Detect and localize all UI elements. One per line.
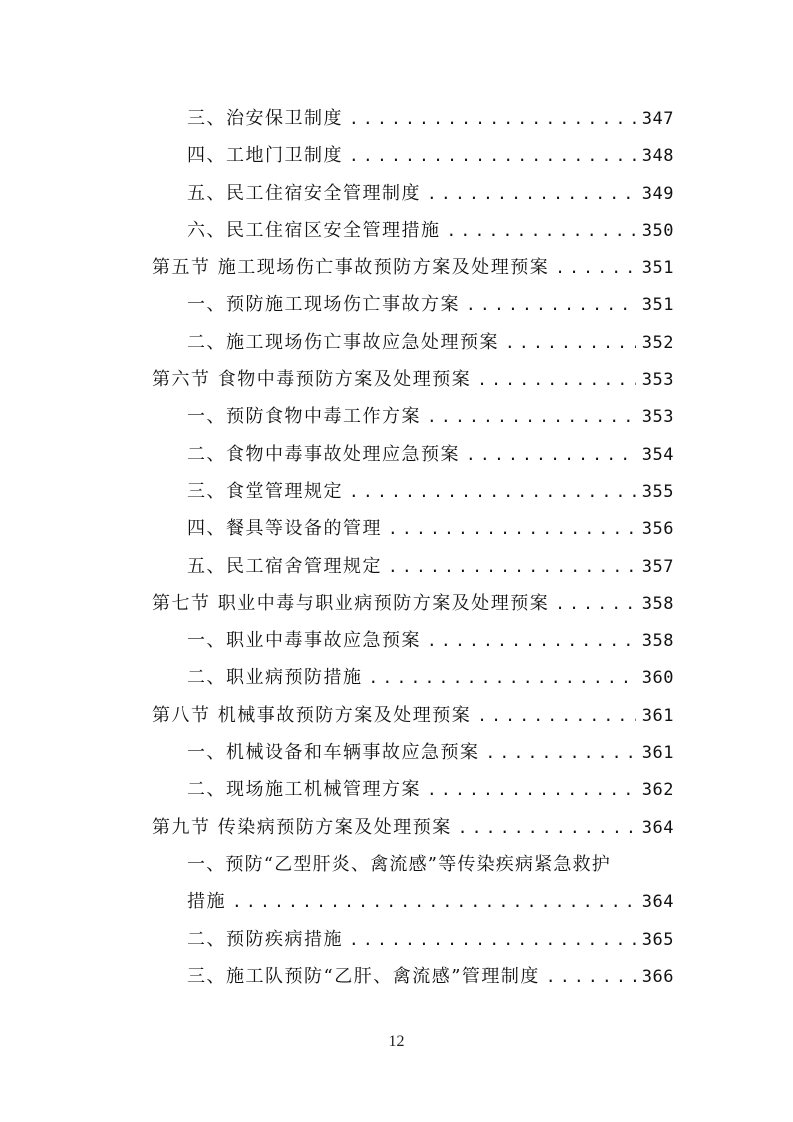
toc-entry-page: 361 xyxy=(641,743,674,764)
toc-dot-leader xyxy=(477,697,636,734)
toc-entry[interactable] xyxy=(152,510,674,547)
toc-entry-title: 三、施工队预防“乙肝、禽流感”管理制度 xyxy=(187,965,540,987)
toc-dot-leader xyxy=(458,809,636,846)
toc-entry-page: 353 xyxy=(641,407,674,428)
toc-dot-leader xyxy=(388,510,636,547)
toc-entry-page: 352 xyxy=(641,332,674,353)
toc-entry-title: 四、工地门卫制度 xyxy=(187,145,343,167)
toc-entry-title: 三、食堂管理规定 xyxy=(187,480,343,502)
toc-dot-leader xyxy=(477,361,636,398)
toc-entry[interactable] xyxy=(152,137,674,174)
toc-entry-page: 355 xyxy=(641,481,674,502)
toc-dot-leader xyxy=(427,771,636,808)
toc-entry-page: 365 xyxy=(641,929,674,950)
toc-entry-title: 二、施工现场伤亡事故应急处理预案 xyxy=(187,331,499,353)
toc-dot-leader xyxy=(466,286,636,323)
toc-dot-leader xyxy=(349,137,636,174)
page-number: 12 xyxy=(388,1033,405,1050)
toc-entry-title: 六、民工住宿区安全管理措施 xyxy=(187,219,441,241)
toc-dot-leader xyxy=(555,585,636,622)
toc-entry-page: 366 xyxy=(641,966,674,987)
toc-dot-leader xyxy=(546,958,636,995)
toc-entry-page: 360 xyxy=(641,668,674,689)
toc-entry-title: 二、职业病预防措施 xyxy=(187,667,363,689)
toc-entry-title: 五、民工宿舍管理规定 xyxy=(187,555,382,577)
toc-dot-leader xyxy=(349,100,636,137)
toc-entry[interactable] xyxy=(152,100,674,137)
table-of-contents xyxy=(152,100,674,995)
toc-entry-page: 349 xyxy=(641,183,674,204)
toc-dot-leader xyxy=(369,659,636,696)
toc-entry-title: 一、机械设备和车辆事故应急预案 xyxy=(187,742,480,764)
toc-entry-title: 二、食物中毒事故处理应急预案 xyxy=(187,443,460,465)
toc-entry[interactable] xyxy=(152,324,674,361)
toc-entry-title: 一、预防食物中毒工作方案 xyxy=(187,406,421,428)
toc-entry[interactable] xyxy=(152,473,674,510)
toc-entry[interactable] xyxy=(152,622,674,659)
toc-entry[interactable] xyxy=(152,734,674,771)
toc-entry-page: 356 xyxy=(641,519,674,540)
toc-entry-page: 362 xyxy=(641,780,674,801)
toc-dot-leader xyxy=(349,473,636,510)
toc-entry-title: 五、民工住宿安全管理制度 xyxy=(187,182,421,204)
toc-section-entry[interactable] xyxy=(152,697,674,734)
toc-entry[interactable] xyxy=(152,212,674,249)
toc-entry[interactable] xyxy=(152,771,674,808)
toc-entry-page: 347 xyxy=(641,109,674,129)
toc-entry[interactable] xyxy=(152,286,674,323)
toc-section-entry[interactable] xyxy=(152,361,674,398)
toc-entry-title: 四、餐具等设备的管理 xyxy=(187,518,382,540)
toc-entry[interactable] xyxy=(152,921,674,958)
toc-entry-line xyxy=(187,846,674,883)
toc-entry-page: 351 xyxy=(641,295,674,316)
toc-entry-title: 一、预防“乙型肝炎、禽流感”等传染疾病紧急救护 xyxy=(187,853,612,875)
toc-entry-page: 353 xyxy=(641,370,674,391)
toc-entry-page: 348 xyxy=(641,146,674,167)
toc-entry-page: 351 xyxy=(641,258,674,279)
toc-entry-title: 二、现场施工机械管理方案 xyxy=(187,779,421,801)
toc-dot-leader xyxy=(349,921,636,958)
toc-entry-title: 三、治安保卫制度 xyxy=(187,108,343,129)
toc-entry-title: 二、预防疾病措施 xyxy=(187,928,343,950)
toc-dot-leader xyxy=(388,548,636,585)
toc-entry-page: 358 xyxy=(641,631,674,652)
toc-entry-title: 一、预防施工现场伤亡事故方案 xyxy=(187,294,460,316)
toc-entry-title: 第八节 机械事故预防方案及处理预案 xyxy=(152,704,472,726)
toc-entry-title: 第九节 传染病预防方案及处理预案 xyxy=(152,816,452,838)
toc-entry-title: 一、职业中毒事故应急预案 xyxy=(187,630,421,652)
toc-entry-title: 第六节 食物中毒预防方案及处理预案 xyxy=(152,369,472,391)
toc-entry[interactable] xyxy=(152,958,674,995)
toc-dot-leader xyxy=(505,324,636,361)
toc-entry[interactable] xyxy=(152,548,674,585)
toc-entry-page: 350 xyxy=(641,220,674,241)
toc-entry-title: 第七节 职业中毒与职业病预防方案及处理预案 xyxy=(152,592,550,614)
toc-entry[interactable] xyxy=(152,846,674,921)
toc-entry-title-continued: 措施 xyxy=(187,891,226,913)
toc-entry-page: 361 xyxy=(641,705,674,726)
toc-entry-page: 364 xyxy=(641,817,674,838)
toc-section-entry[interactable] xyxy=(152,585,674,622)
toc-dot-leader xyxy=(466,436,636,473)
toc-entry-line xyxy=(187,883,674,920)
toc-section-entry[interactable] xyxy=(152,249,674,286)
toc-entry[interactable] xyxy=(152,659,674,696)
toc-dot-leader xyxy=(447,212,636,249)
toc-dot-leader xyxy=(427,175,636,212)
toc-entry[interactable] xyxy=(152,436,674,473)
toc-dot-leader xyxy=(427,622,636,659)
toc-dot-leader xyxy=(427,398,636,435)
toc-dot-leader xyxy=(232,883,636,920)
toc-entry-page: 354 xyxy=(641,444,674,465)
toc-entry-page: 358 xyxy=(641,593,674,614)
toc-dot-leader xyxy=(486,734,636,771)
toc-section-entry[interactable] xyxy=(152,809,674,846)
toc-entry-page: 357 xyxy=(641,556,674,577)
toc-entry[interactable] xyxy=(152,175,674,212)
toc-dot-leader xyxy=(555,249,636,286)
toc-entry-title: 第五节 施工现场伤亡事故预防方案及处理预案 xyxy=(152,257,550,279)
toc-entry-page: 364 xyxy=(641,892,674,913)
toc-entry[interactable] xyxy=(152,398,674,435)
